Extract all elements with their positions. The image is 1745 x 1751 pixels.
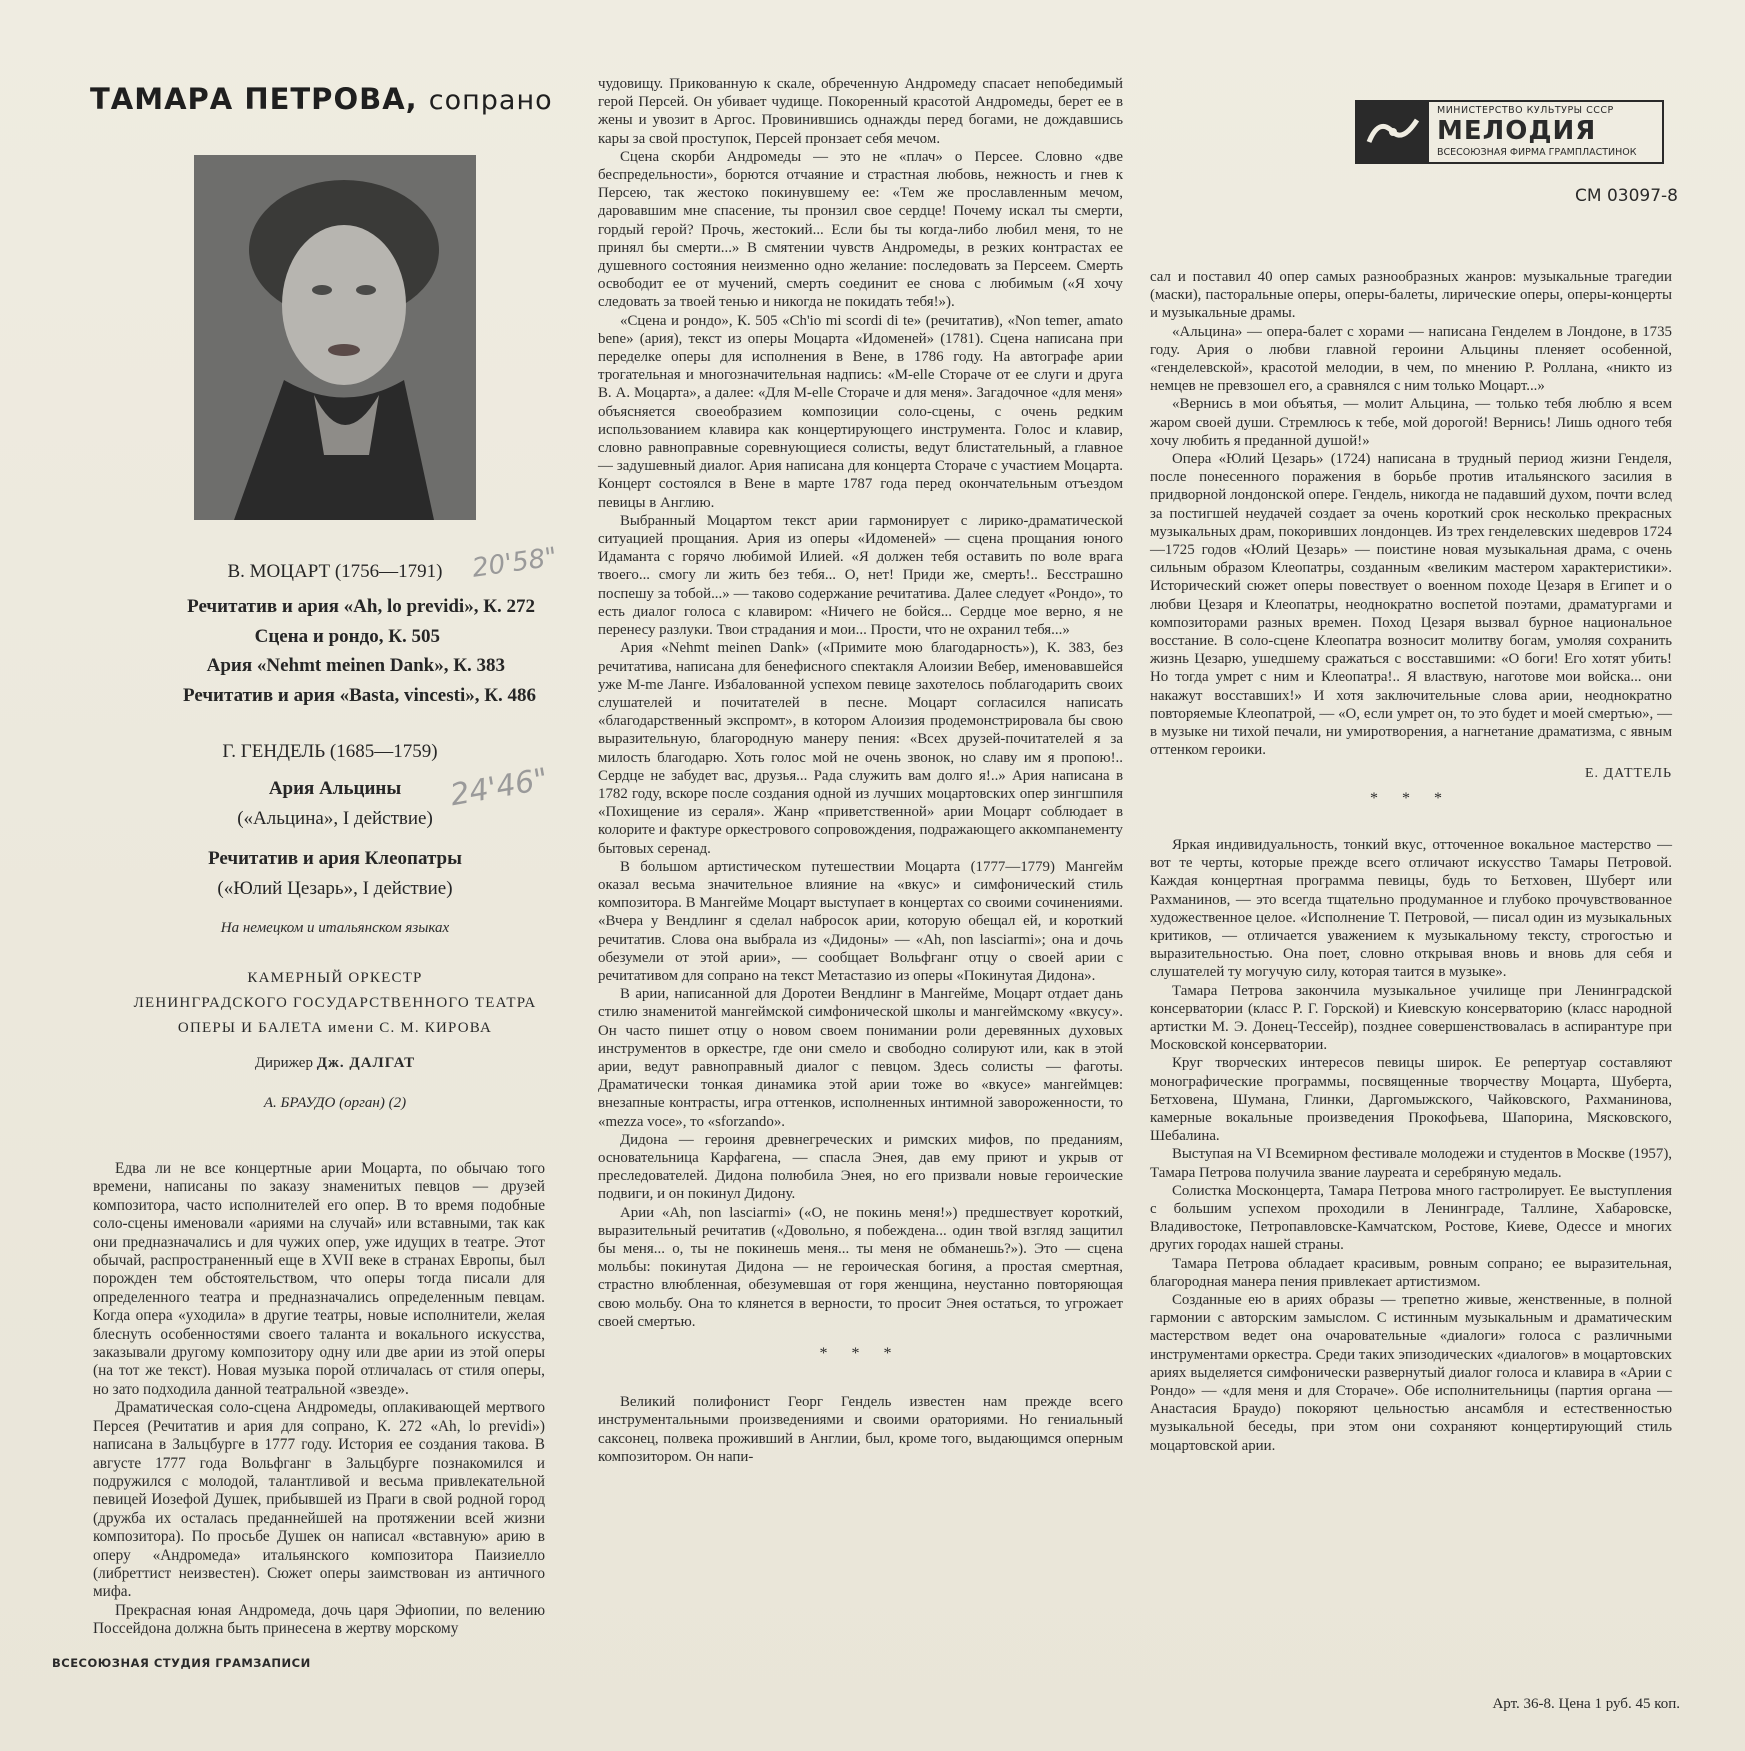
orchestra-line-3: ОПЕРЫ И БАЛЕТА имени С. М. КИРОВА xyxy=(177,1020,493,1036)
col3-paragraph: Созданные ею в ариях образы — трепетно живые, женственные, в полной гармонии с авторским замыслом. С истинным музыкальным и драматическим мастерством ведет она очаровательные «диалоги» голоса с различными инструментами оркестра. Среди таких эпизодических «диалогов» в моцартовских ариях выделяется симфонически развернутый диалог голоса и клавира в «Арии с Рондо» — «для меня и для Сторaче». Обе исполнительницы (партия органа — Анастасия Браудо) покоряют цельностью ансамбля и естественностью музыкальной беседы, при этом они сохраняют концертирующий стиль моцартовской арии. xyxy=(1150,1291,1672,1454)
program-work-cleopatra: Речитатив и ария Клеопатры xyxy=(208,848,462,869)
section-divider-stars: * * * xyxy=(1370,789,1452,807)
col3-paragraph: «Вернись в мои объятья, — молит Альцина, — только тебя люблю я всем жаром своей души. Стремлюсь к тебе, мой дорогой! Вернись! Лишь одного тебя хочу любить я преданной душой!» xyxy=(1150,396,1672,449)
notes-column-1 xyxy=(93,1160,545,1639)
col3-paragraph: Тамара Петрова закончила музыкальное училище при Ленинградской консерватории (класс Р. Г. Горской) и Киевскую консерваторию (класс народной артистки М. Э. Донец-Тессейр), позднее совершенствовалась в аспирантуре при Московской консерватории. xyxy=(1150,982,1672,1054)
col1-paragraph: Драматическая соло-сцена Андромеды, оплакивающей мертвого Персея (Речитатив и ария для сопрано, К. 272 «Ah, lo previdi») написана в Зальцбурге в 1777 году. История ее создания такова. В августе 1777 года Вольфганг в Зальцбурге познакомился и подружился с молодой, талантливой и весьма привлекательной певицей Иозефой Душек, прибывшей из Праги в свой родной город (дружба их осталась преданнейшей на протяжении всей жизни композитора). По просьбе Душек он написал «вставную» арию в оперу «Андромеда» итальянского композитора Паизиелло (либреттист неизвестен). Сюжет оперы заимствован из античного мифа. xyxy=(93,1399,545,1601)
notes-column-2 xyxy=(598,75,1123,1466)
col2-paragraph: Выбранный Моцартом текст арии гармонирует с лирико-драматической ситуацией прощания. Ария из оперы «Идоменей» — сцена прощания юного Идаманта с горячо любимой Илией. «Я должен тебя оставить по воле врага твоего... смогу ли жить без тебя... О, нет! Приди же, смерть!.. Бесстрашно поспешу за тобой...» — таково содержание речитатива. Далее следует «Рондо», то есть диалог голоса с клавиром: «Ничего не бойся... Сердце мое верно, я не перенесу разлуки. Твои страдания и мои... Прости, что не охранил тебя...» xyxy=(598,512,1123,639)
program-composer-mozart: В. МОЦАРТ (1756—1791) xyxy=(227,561,443,582)
conductor-line xyxy=(180,1055,490,1072)
portrait-image xyxy=(194,155,476,520)
orchestra-line-1: КАМЕРНЫЙ ОРКЕСТР xyxy=(247,970,423,986)
notes-column-3 xyxy=(1150,268,1672,1455)
logo-firm: ВСЕСОЮЗНАЯ ФИРМА ГРАМПЛАСТИНОК xyxy=(1437,147,1637,158)
section-divider-stars: * * * xyxy=(819,1345,902,1363)
essay-author: Е. ДАТТЕЛЬ xyxy=(1585,766,1672,782)
col3-paragraph: «Альцина» — опера-балет с хорами — написана Генделем в Лондоне, в 1735 году. Ария о любви главной героини Альцины пленяет особенной, «генделевской», красотой мелодии, в чем, по мнению Р. Роллана, «никто из немцев не превзошел его, а сравнялся с ним только Моцарт...» xyxy=(1150,323,1672,395)
col2-paragraph: Арии «Ah, non lasciarmi» («О, не покинь меня!») предшествует короткий, выразительный речитатив («Довольно, я побеждена... один твой взгляд защитил бы меня... о, ты не покинешь меня... ты меня не обманешь?»). Это — сцена мольбы: покинутая Дидона — не героическая богиня, а простая смертная, страстно влюбленная, обезумевшая от горя женщина, неустанно повторяющая свою мольбу. Она то клянется в верности, то просит Энея остаться, то угрожает своей смертью. xyxy=(598,1204,1123,1330)
col3-paragraph: сал и поставил 40 опер самых разнообразных жанров: музыкальные трагедии (маски), пасторальные оперы, оперы-балеты, лирические оперы, оперы-концерты и музыкальные драмы. xyxy=(1150,269,1672,322)
program-composer-handel: Г. ГЕНДЕЛЬ (1685—1759) xyxy=(222,741,438,762)
logo-brand: МЕЛОДИЯ xyxy=(1437,116,1597,146)
col3-paragraph: Выступая на VI Всемирном фестивале молодежи и студентов в Москве (1957), Тамара Петрова получила звание лауреата и серебряную медаль. xyxy=(1150,1146,1672,1181)
catalog-number: СМ 03097-8 xyxy=(1575,186,1678,206)
program-work-2: Сцена и рондо, К. 505 xyxy=(254,626,440,647)
language-note: На немецком и итальянском языках xyxy=(220,920,450,936)
col2-paragraph: «Сцена и рондо», К. 505 «Ch'io mi scordi di te» (речитатив), «Non temer, amato bene» (ария), текст из оперы Моцарта «Идоменей» (1781). Сцена написана при переделке оперы для исполнения в Вене, в 1786 году. На автографе арии трогательная и многозначительная надпись: «M-elle Сторaче от ее слуги и друга В. А. Моцарта», а далее: «Для M-elle Сторaче и для меня». Загадочное «для меня» объясняется своеобразием композиции соло-сцены, с очень редким использованием клавира как концертирующего инструмента. Голос и клавир, словно равноправные соревнующиеся солисты, ведут блистательный, а главное — задушевный диалог. Ария написана для концерта Сторaче с участием Моцарта. Концерт состоялся в Вене в марте 1787 года перед окончательным отъездом певицы в Англию. xyxy=(598,312,1123,511)
program-work-4: Речитатив и ария «Basta, vincesti», К. 486 xyxy=(183,685,536,706)
col2-paragraph: В арии, написанной для Доротеи Вендлинг в Мангейме, Моцарт отдает дань стилю знаменитой мангеймской симфонической школы и мангеймскому «вкусу». Он часто пишет отцу о новом своем понимании роли деревянных духовых инструментов в оркестре, где они смело и свободно солируют или, как в этой арии, ведут равноправный диалог с певцом. Здесь солисты — фаготы. Драматически тонкая динамика этой арии тоже во «вкусе» мангеймцев: внезапные контрасты, игра оттенков, исполненных интимной завороженности, то «mezza voce», то «sforzando». xyxy=(598,986,1123,1130)
col3-paragraph: Солистка Москонцерта, Тамара Петрова много гастролирует. Ее выступления с большим успехом проходили в Ленинграде, Таллине, Хабаровске, Владивостоке, Петропавловске-Камчатском, Ростове, Киеве, Одессе и многих других городах нашей страны. xyxy=(1150,1182,1672,1254)
col2-paragraph: Сцена скорби Андромеды — это не «плач» о Персее. Словно «две беспредельности», борются отчаяние и страстная любовь, нежность и гнев к Персею, так жестоко покинувшему ее: «Тем же прославленным мечом, даровавшим мне спасение, ты пронзил свое сердце! Почему искал ты смерти, гордый герой? Прочь, жестокий... Если бы ты когда-либо любил меня, то не принял бы смерти...» В смятении чувств Андромеды, в резких контрастах ее душевного состояния неизменно одно желание: последовать за Персеем. Смерть освободит ее от мучений, смерть соединит ее снова с любимым («Я хочу следовать за твоей тенью и никогда не покидать тебя!»). xyxy=(598,148,1123,311)
col3-paragraph: Опера «Юлий Цезарь» (1724) написана в трудный период жизни Генделя, после понесенного поражения в борьбе против итальянского засилия в придворной лондонской опере. Гендель, никогда не падавший духом, почти вслед за постигшей неудачей создает за очень короткий срок несколько прекрасных музыкальных драм, покоривших лондонцев. Из трех генделевских шедевров 1724—1725 годов «Юлий Цезарь» — поистине новая музыкальная драма, с очень сильным образом Клеопатры, созданным «великим мастером характеристики». Исторический сюжет оперы повествует о военном походе Цезаря в Египет и о любви Цезаря и Клеопатры, неоднократно воспетой поэтами, драматургами и композиторами разных времен. Поход Цезаря вызвал бурное национальное восстание. В соло-сцене Клеопатра возносит молитву богам, умоляя сохранить жизнь Цезарю, ушедшему сражаться с восставшими: «О боги! Его хотят убить! Но тогда умрет с ним и Клеопатра!.. Я властвую, наготове мои войска... они накажут восставших!» И хотя заключительные слова арии, неоднократно повторяемые Клеопатрой, — «О, если умрет он, то это будет и моей смертью», — в музыке ни тихой печали, ни умиротворения, а нагнетание драматизма, с явным оттенком героики. xyxy=(1150,451,1672,759)
program-work-1: Речитатив и ария «Ah, lo previdi», К. 272 xyxy=(187,596,535,617)
artist-portrait xyxy=(194,155,476,520)
artist-name: ТАМАРА ПЕТРОВА, xyxy=(90,82,418,116)
organ-credit: А. БРАУДО (орган) (2) xyxy=(263,1095,407,1111)
handwritten-duration-2: 24'46" xyxy=(447,761,551,814)
studio-footer: ВСЕСОЮЗНАЯ СТУДИЯ ГРАМЗАПИСИ xyxy=(52,1656,311,1670)
melodiya-logo xyxy=(1355,100,1664,164)
price-footer: Арт. 36-8. Цена 1 руб. 45 коп. xyxy=(1492,1696,1680,1712)
col2-paragraph: В большом артистическом путешествии Моцарта (1777—1779) Мангейм оказал весьма значительное влияние на «вкус» и симфонический стиль композитора. В Мангейме Моцарт выступает в концертах со своими сочинениями. «Вчера у Вендлинг я сделал набросок арии, которую обещал ей, и короткий речитатив. Слова она выбрала из «Дидоны» — «Ah, non lasciarmi»; она и дочь обезумели от этой арии», — сообщает Вольфганг отцу о своей арии с речитативом для сопрано на текст Метастазио из оперы «Покинутая Дидона». xyxy=(598,858,1123,984)
col2-paragraph: Великий полифонист Георг Гендель известен нам прежде всего инструментальными произведениями и своими ораториями. Но гениальный саксонец, полвека проживший в Англии, был, кроме того, выдающимся оперным композитором. Он напи- xyxy=(598,1394,1123,1465)
program-work-cleopatra-sub: («Юлий Цезарь», I действие) xyxy=(217,878,453,899)
voice-type: сопрано xyxy=(428,85,553,116)
col2-paragraph: Ария «Nehmt meinen Dank» («Примите мою благодарность»), К. 383, без речитатива, написана для бенефисного спектакля Алоизии Вебер, именовавшейся уже M-me Ланге. Избалованной успехом певице захотелось поблагодарить своих слушателей и почитателей в песне. Моцарт согласился написать «благодарственный экспромт», в котором Алоизия продемонстрировала бы свою выразительную, благородную манеру пения: «Всех друзей-почитателей я за милость благодарю. Хоть голос мой не очень звонок, но славу им я пропою!.. Сердце не забудет вас, друзья... Рада служить вам долго я!..» Ария написана в 1782 году, вскоре после создания одной из лучших моцартовских опер зингшпиля «Похищение из сераля». Жанр «приветственной» арии Моцарт соблюдает в колорите и фактуре оркестрового сопровождения, подражающего аккомпанементу бытовых серенад. xyxy=(598,640,1123,857)
orchestra-line-2: ЛЕНИНГРАДСКОГО ГОСУДАРСТВЕННОГО ТЕАТРА xyxy=(133,995,537,1011)
artist-title xyxy=(90,82,580,122)
conductor-name: Дж. ДАЛГАТ xyxy=(316,1055,416,1071)
program-work-alcina-sub: («Альцина», I действие) xyxy=(237,808,433,829)
col1-paragraph: Едва ли не все концертные арии Моцарта, по обычаю того времени, написаны по заказу знаменитых певцов — друзей композитора, часто исполнителей его опер. В то время подобные соло-сцены именовали «ариями на случай» или вставными, так как они предназначались и для чужих опер, уже идущих в театре. Этот обычай, распространенный еще в XVII веке в странах Европы, был порожден тем обстоятельством, что оперы тогда писали для определенного театра и предназначались определенным певцам. Когда опера «уходила» в другие театры, новые исполнители, желая блеснуть особенностями своего таланта и вокального искусства, заказывали другому композитору одну или две арии из этой оперы (на тот же текст). Новая музыка порой отличалась от стиля оперы, но зато подходила данной театральной «звезде». xyxy=(93,1160,545,1398)
conductor-label: Дирижер xyxy=(254,1055,313,1071)
col3-paragraph: Круг творческих интересов певицы широк. Ее репертуар составляют монографические программы, посвященные творчеству Моцарта, Шуберта, Бетховена, Шумана, Глинки, Даргомыжского, Чайковского, Рахманинова, камерные вокальные произведения Прокофьева, Шапорина, Мясковского, Шебалина. xyxy=(1150,1055,1672,1145)
logo-ministry: МИНИСТЕРСТВО КУЛЬТУРЫ СССР xyxy=(1437,105,1614,116)
col1-paragraph: Прекрасная юная Андромеда, дочь царя Эфиопии, по велению Поссейдона должна быть принесена в жертву морскому xyxy=(93,1601,545,1638)
col3-paragraph: Тамара Петрова обладает красивым, ровным сопрано; ее выразительная, благородная манера пения привлекает артистизмом. xyxy=(1150,1255,1672,1290)
col3-paragraph: Яркая индивидуальность, тонкий вкус, отточенное вокальное мастерство — вот те черты, которые прежде всего отличают искусство Тамары Петровой. Каждая концертная программа певицы, будь то Бетховен, Шуберт или Рахманинов, — это всегда тщательно продуманное и глубоко прочувствованное художественное целое. «Исполнение Т. Петровой, — писал один из музыкальных критиков, — отличается уважением к музыкальному тексту, строгостью и выразительностью. Она поет, словно открывая вновь и вновь для себя и слушателей ту могучую силу, которая таится в музыке». xyxy=(1150,836,1672,981)
col2-paragraph: Дидона — героиня древнегреческих и римских мифов, по преданиям, основательница Карфагена, — спасла Энея, дав ему приют и укрыв от преследователей. Дидона полюбила Энея, но его призвали новые героические подвиги, и он покинул Дидону. xyxy=(598,1131,1123,1203)
program-work-alcina: Ария Альцины xyxy=(268,778,402,799)
col2-paragraph: чудовищу. Прикованную к скале, обреченную Андромеду спасает непобедимый герой Персей. Он убивает чудище. Покоренный красотой Андромеды, берет ее в жены и увозит в Аргос. Провинившись однажды перед богами, не дождавшись кары за свой проступок, Персей пронзает себя мечом. xyxy=(598,76,1123,147)
handwritten-duration-1: 20'58" xyxy=(470,542,559,584)
melodiya-logo-icon xyxy=(1357,102,1429,162)
program-work-3: Ария «Nehmt meinen Dank», К. 383 xyxy=(206,655,505,676)
